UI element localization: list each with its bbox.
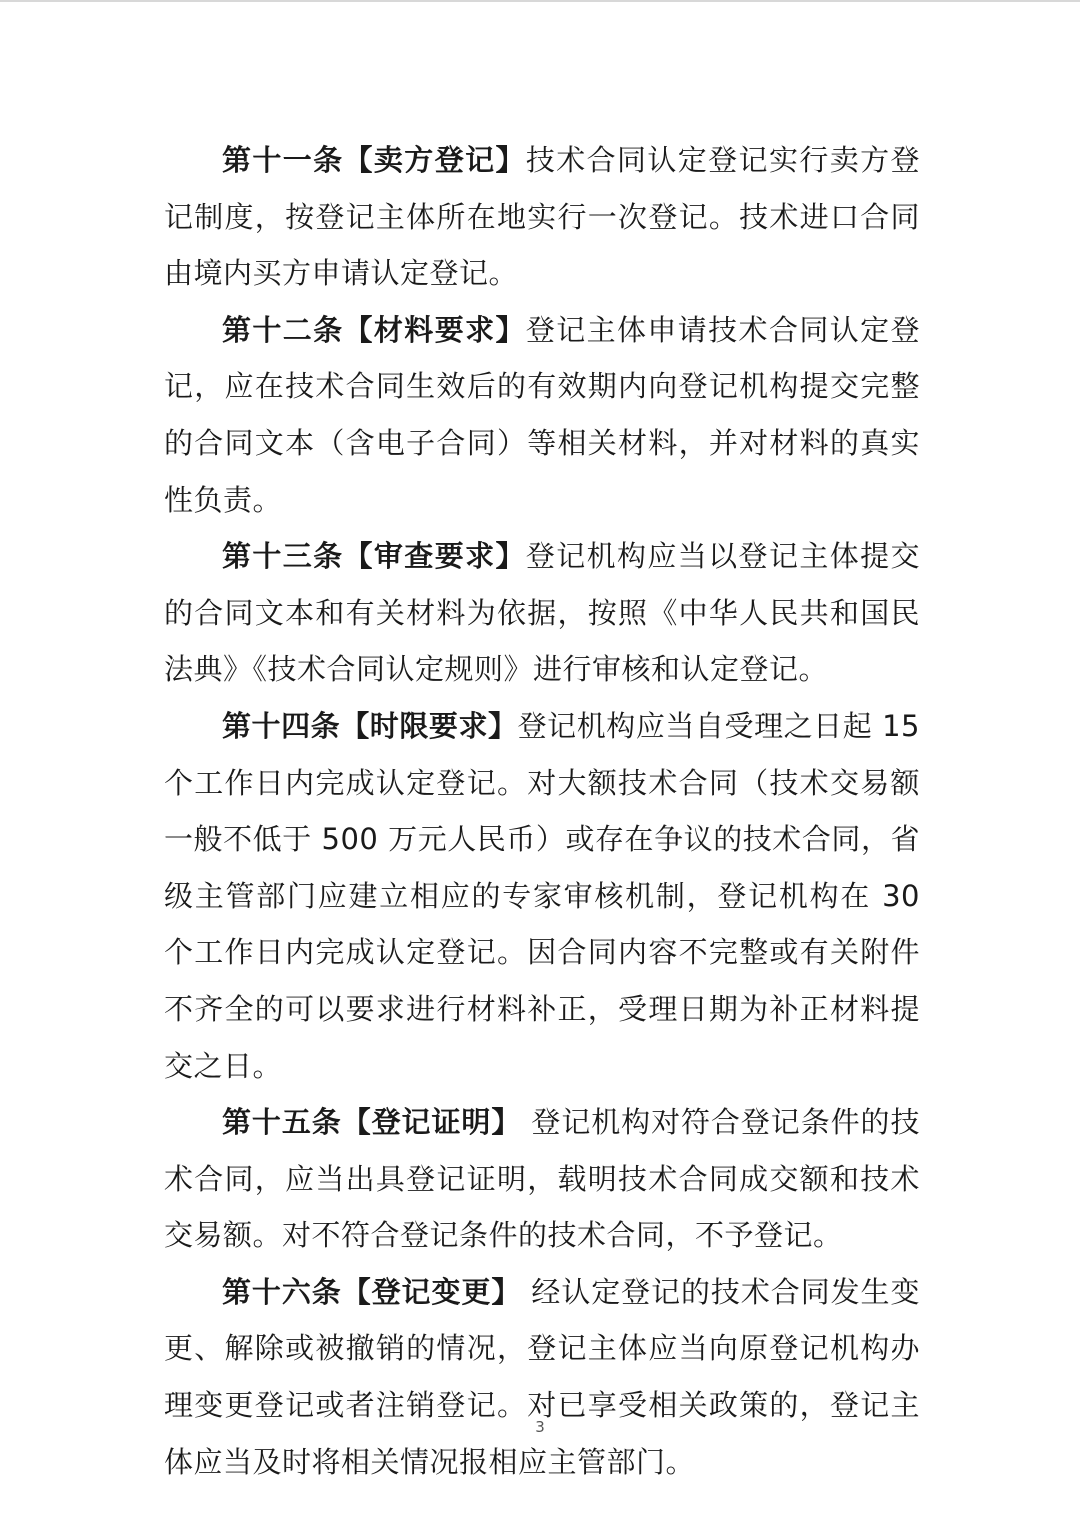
article-16-heading: 第十六条【登记变更】 [222,1274,522,1309]
top-border-line [0,0,1080,2]
page-number: 3 [535,1418,545,1436]
article-14-body: 登记机构应当自受理之日起 15 个工作日内完成认定登记。对大额技术合同（技术交易额一般不低于 500 万元人民币）或存在争议的技术合同，省级主管部门应建立相应的专家审核机制，登记机构在 30 个工作日内完成认定登记。因合同内容不完整或有关附件不齐全的可以要求进行材料补正，受理日期为补正材料提交之日。 [164,708,920,1083]
article-15-body: 登记机构对符合登记条件的技术合同，应当出具登记证明，载明技术合同成交额和技术交易额。对不符合登记条件的技术合同，不予登记。 [164,1105,920,1253]
article-13-body: 登记机构应当以登记主体提交的合同文本和有关材料为依据，按照《中华人民共和国民法典》《技术合同认定规则》进行审核和认定登记。 [164,539,920,687]
article-13-heading: 第十三条【审查要求】 [222,539,526,574]
article-12 [164,302,920,528]
document-page-body [164,132,920,1490]
article-15 [164,1094,920,1264]
article-15-heading: 第十五条【登记证明】 [222,1105,522,1140]
article-12-body: 登记主体申请技术合同认定登记，应在技术合同生效后的有效期内向登记机构提交完整的合同文本（含电子合同）等相关材料，并对材料的真实性负责。 [164,312,920,517]
article-14 [164,698,920,1094]
article-11-body: 技术合同认定登记实行卖方登记制度，按登记主体所在地实行一次登记。技术进口合同由境内买方申请认定登记。 [164,143,920,291]
article-11-heading: 第十一条【卖方登记】 [222,143,526,177]
article-16-body: 经认定登记的技术合同发生变更、解除或被撤销的情况，登记主体应当向原登记机构办理变更登记或者注销登记。对已享受相关政策的，登记主体应当及时将相关情况报相应主管部门。 [164,1274,920,1479]
article-16 [164,1264,920,1490]
article-14-heading: 第十四条【时限要求】 [222,708,518,743]
article-13 [164,528,920,698]
article-11 [164,132,920,302]
article-12-heading: 第十二条【材料要求】 [222,312,526,347]
